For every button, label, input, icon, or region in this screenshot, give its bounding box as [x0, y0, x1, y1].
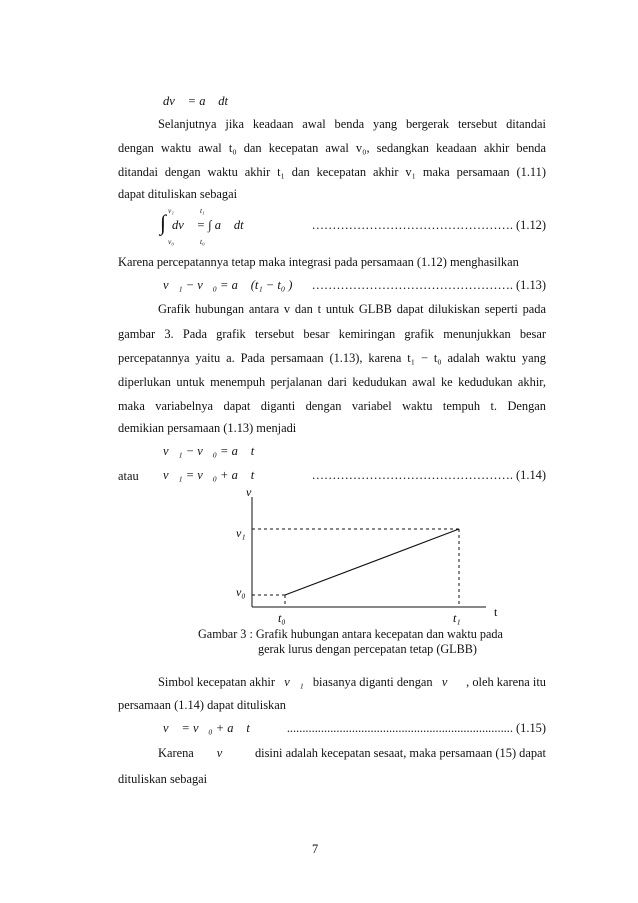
x-tick-label-t0: t₀	[278, 611, 286, 625]
p4-text-e: , oleh karena itu	[466, 675, 546, 689]
paragraph-3-line-2: gambar 3. Pada grafik tersebut besar kemiringan grafik menunjukkan besar	[118, 327, 546, 341]
figure-caption-line-1: Gambar 3 : Grafik hubungan antara kecepatan dan waktu pada	[198, 627, 503, 641]
integral-lower-limit-v: v₀	[168, 237, 174, 246]
page-number: 7	[312, 842, 319, 856]
paragraph-1-line-4: dapat dituliskan sebagai	[118, 187, 238, 201]
paragraph-3-line-5: maka variabelnya dapat diganti dengan variabel waktu tempuh t. Dengan	[118, 399, 546, 413]
paragraph-1-line-2: dengan waktu awal t₀ dan kecepatan awal v₀, sedangkan keadaan akhir benda	[118, 141, 546, 155]
integral-upper-limit-t: t₁	[200, 206, 205, 215]
equation-1-14-body: v⃗₁ = v⃗₀ + a⃗ t	[163, 468, 255, 482]
paragraph-3-line-3: percepatannya yaitu a. Pada persamaan (1.13), karena t₁ − t₀ adalah waktu yang	[118, 351, 546, 365]
integral-upper-limit-v: v₁	[168, 206, 174, 215]
integral-sign: ∫	[160, 210, 167, 235]
equation-1-12-body: dv⃗ = ∫ a⃗ dt	[172, 218, 244, 232]
p4-text-c: biasanya diganti dengan	[312, 675, 433, 689]
paragraph-1-line-1: Selanjutnya jika keadaan awal benda yang bergerak tersebut ditandai	[158, 117, 546, 131]
equation-dv-adt: dv⃗ = a⃗ dt	[163, 94, 229, 108]
equation-1-13-number: …………………………………………. (1.13)	[311, 278, 546, 292]
equation-1-15-body: v⃗ = v⃗₀ + a⃗ t	[163, 721, 250, 735]
y-axis-label: v	[246, 485, 252, 499]
series-line-v-vs-t	[285, 529, 459, 595]
equation-1-15-number: ......................................................................... (1.15)	[286, 721, 546, 735]
equation-1-14-number: …………………………………………. (1.14)	[311, 468, 546, 482]
x-tick-label-t1: t₁	[453, 611, 461, 625]
paragraph-2: Karena percepatannya tetap maka integrasi pada persamaan (1.12) menghasilkan	[118, 255, 519, 269]
x-axis-label: t	[494, 605, 498, 619]
paragraph-4-line-1	[158, 674, 546, 690]
integral-lower-limit-t: t₀	[200, 237, 205, 246]
p5-text-c: disini adalah kecepatan sesaat, maka persamaan (15) dapat	[254, 746, 546, 760]
equation-v1-minus-v0: v⃗₁ − v⃗₀ = a⃗ t	[163, 444, 255, 458]
paragraph-3-line-4: diperlukan untuk menempuh perjalanan dari kedudukan awal ke kedudukan akhir,	[118, 375, 546, 389]
paragraph-1-line-3: ditandai dengan waktu akhir t₁ dan kecepatan akhir v₁ maka persamaan (1.11)	[118, 165, 546, 179]
paragraph-3-line-1: Grafik hubungan antara v dan t untuk GLBB dapat dilukiskan seperti pada	[158, 302, 546, 316]
p4-symbol-v: v⃗	[441, 675, 457, 689]
p5-text-a: Karena	[158, 746, 194, 760]
y-tick-label-v1: v₁	[236, 526, 246, 540]
p4-text-a: Simbol kecepatan akhir	[158, 675, 275, 689]
paragraph-5-line-1	[158, 745, 546, 761]
p4-symbol-v1: v⃗₁	[284, 675, 304, 689]
equation-1-13-body: v⃗₁ − v⃗₀ = a⃗ (t₁ − t₀ )	[163, 278, 293, 292]
y-tick-label-v0: v₀	[236, 585, 246, 599]
paragraph-3-line-6: demikian persamaan (1.13) menjadi	[118, 421, 297, 435]
atau-label: atau	[118, 469, 139, 483]
equation-1-12-number: …………………………………………. (1.12)	[311, 218, 546, 232]
figure-caption-line-2: gerak lurus dengan percepatan tetap (GLBB)	[258, 642, 477, 656]
paragraph-4-line-2: persamaan (1.14) dapat dituliskan	[118, 698, 286, 712]
p5-symbol-v: v⃗	[216, 746, 232, 760]
paragraph-5-line-2: dituliskan sebagai	[118, 772, 208, 786]
